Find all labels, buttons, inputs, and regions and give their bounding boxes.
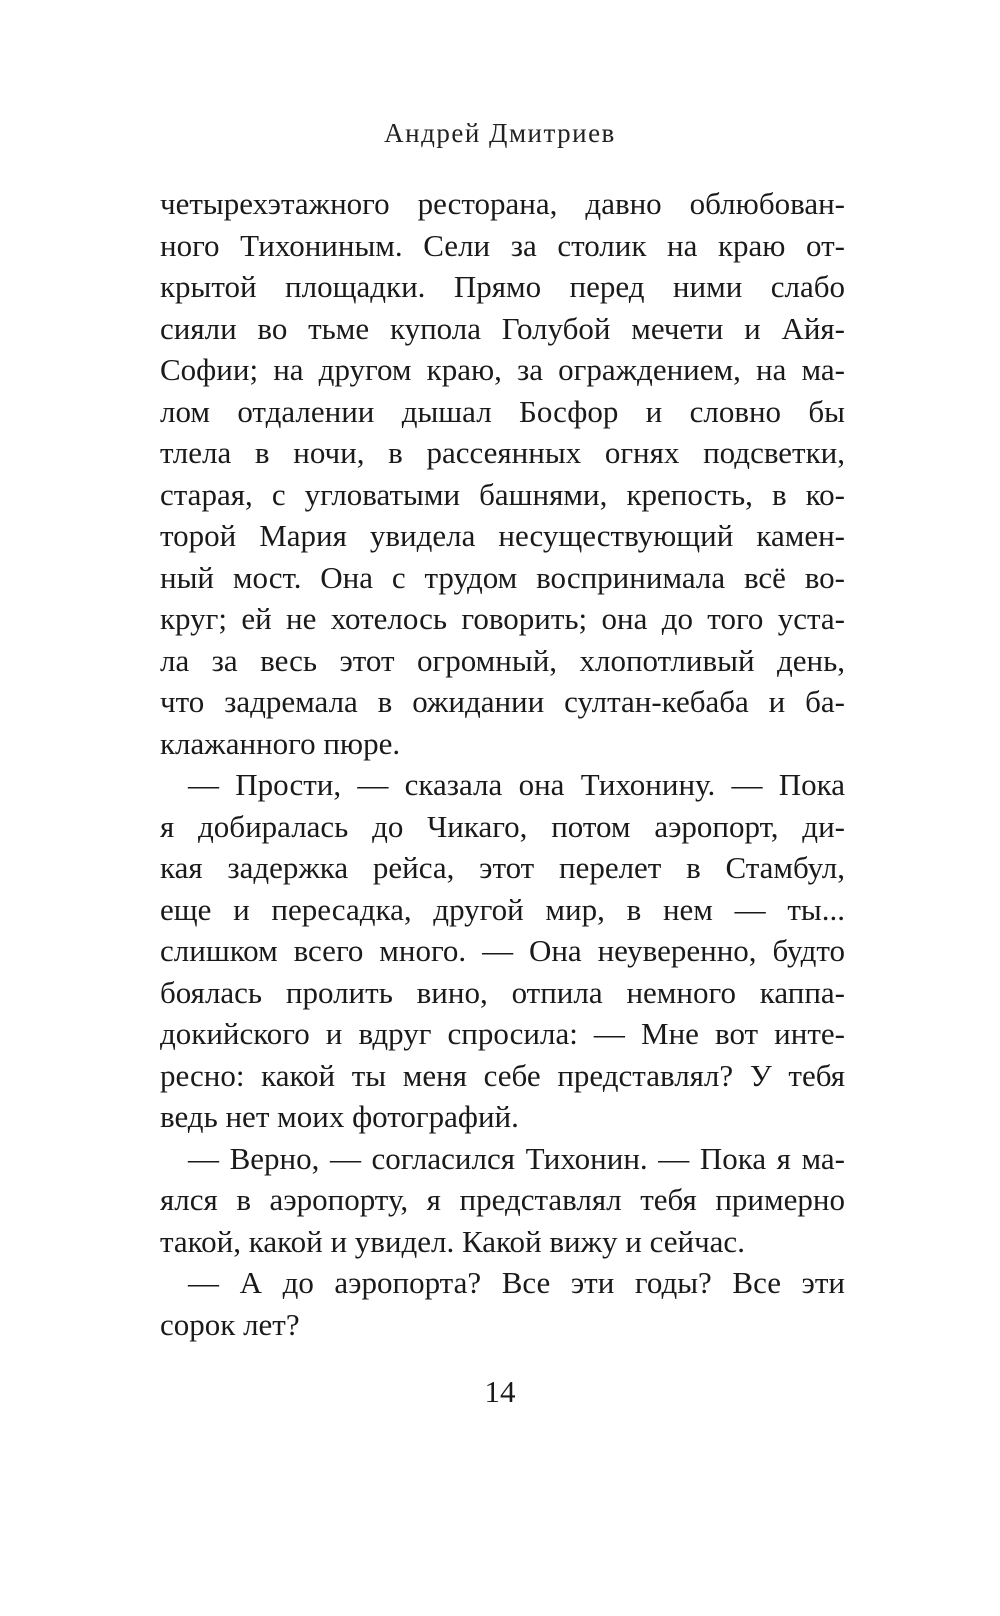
text-line: ялся в аэропорту, я представлял тебя примерно <box>160 1182 845 1217</box>
paragraph <box>160 183 845 764</box>
text-line: старая, с угловатыми башнями, крепость, в ко- <box>160 476 845 512</box>
paragraph <box>160 1262 845 1345</box>
text-line: тлела в ночи, в рассеянных огнях подсветки, <box>160 435 845 470</box>
body-text <box>160 183 845 1345</box>
text-line: четырехэтажного ресторана, давно облюбован- <box>160 186 845 221</box>
text-line: крытой площадки. Прямо перед ними слабо <box>160 269 845 304</box>
text-line: еще и пересадка, другой мир, в нем — ты... <box>160 891 845 927</box>
text-line: слишком всего много. — Она неуверенно, будто <box>160 933 845 968</box>
text-line: боялась пролить вино, отпила немного каппа- <box>160 974 845 1010</box>
paragraph <box>160 1138 845 1263</box>
text-line: я добиралась до Чикаго, потом аэропорт, ди- <box>160 808 845 844</box>
running-head-author: Андрей Дмитриев <box>384 118 616 148</box>
text-line: ведь нет моих фотографий. <box>160 1099 519 1134</box>
text-line: — А до аэропорта? Все эти годы? Все эти <box>188 1265 845 1300</box>
text-line: круг; ей не хотелось говорить; она до того уста- <box>160 601 845 636</box>
text-line: сияли во тьме купола Голубой мечети и Айя- <box>160 310 845 346</box>
text-line: ного Тихониным. Сели за столик на краю от- <box>160 227 845 263</box>
text-line: ла за весь этот огромный, хлопотливый день, <box>160 642 845 678</box>
text-line: торой Мария увидела несуществующий камен- <box>160 518 845 553</box>
text-line: — Прости, — сказала она Тихонину. — Пока <box>188 767 845 802</box>
page-number: 14 <box>484 1374 516 1409</box>
text-line: что задремала в ожидании султан-кебаба и ба- <box>160 684 845 719</box>
text-line: ресно: какой ты меня себе представлял? У тебя <box>160 1057 845 1093</box>
text-line: сорок лет? <box>160 1306 300 1342</box>
text-line: ный мост. Она с трудом воспринимала всё во- <box>160 559 845 595</box>
paragraph <box>160 764 845 1138</box>
text-line: — Верно, — согласился Тихонин. — Пока я ма- <box>188 1140 845 1176</box>
text-line: кая задержка рейса, этот перелет в Стамбул, <box>160 850 845 885</box>
text-line: лом отдалении дышал Босфор и словно бы <box>160 393 845 429</box>
text-line: докийского и вдруг спросила: — Мне вот инте- <box>160 1016 845 1051</box>
text-line: клажанного пюре. <box>160 725 401 761</box>
text-line: Софии; на другом краю, за ограждением, на ма- <box>160 352 845 387</box>
text-line: такой, какой и увидел. Какой вижу и сейчас. <box>160 1223 745 1259</box>
